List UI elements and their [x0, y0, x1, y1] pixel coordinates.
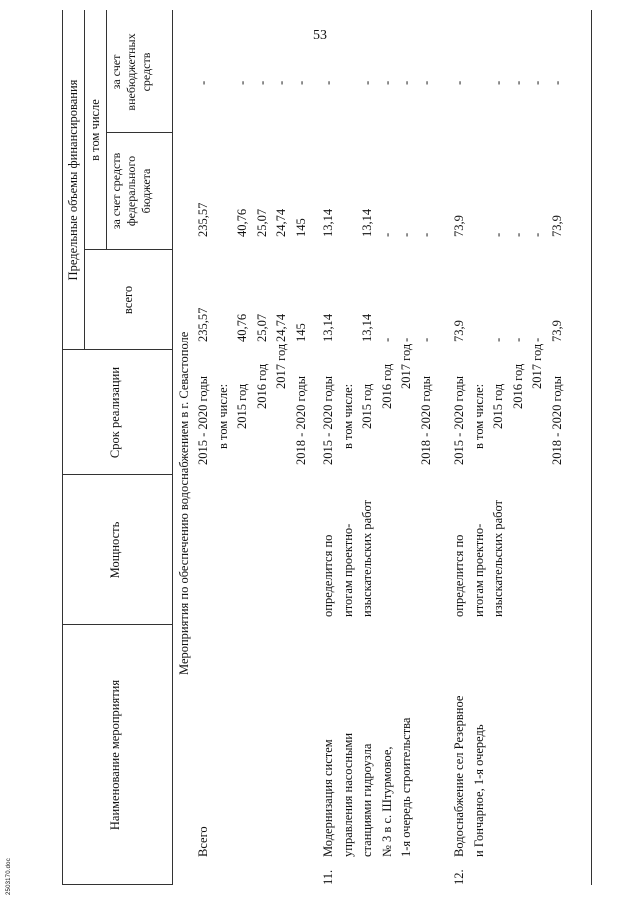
nonbudget-cell: -	[549, 80, 564, 85]
nonbudget-cell: -	[235, 80, 249, 85]
nonbudget-cell: -	[399, 80, 413, 85]
nonbudget-cell: -	[510, 80, 525, 85]
item-name-line: и Гончарное, 1-я очередь	[471, 724, 486, 857]
table-bottom-border	[591, 10, 592, 885]
capacity-line: определится по	[452, 534, 466, 617]
period-cell: в том числе:	[340, 383, 355, 449]
period-cell: 2015 год	[235, 383, 249, 429]
total-cell: 40,76	[235, 313, 249, 342]
period-cell: 2017 год	[399, 343, 413, 389]
page-number: 53	[313, 28, 327, 43]
total-cell: -	[399, 337, 413, 342]
section-title: Мероприятия по обеспечению водоснабжением в г. Севастополе	[177, 331, 191, 675]
total-cell: 73,9	[549, 320, 564, 342]
nonbudget-cell: -	[452, 80, 466, 85]
total-cell: 13,14	[321, 313, 335, 342]
period-cell: 2018 - 2020 годы	[418, 375, 433, 465]
funding-subheader-line	[84, 10, 85, 350]
including-subheader-line	[106, 10, 107, 250]
capacity-line: итогам проектно-	[471, 523, 486, 617]
capacity-line: изыскательских работ	[491, 499, 505, 617]
item-number: 12.	[452, 869, 466, 885]
federal-cell: 40,76	[235, 208, 249, 237]
capacity-line: определится по	[321, 534, 335, 617]
federal-cell: 24,74	[274, 208, 288, 237]
document-reference: 2503170.doc	[6, 858, 12, 895]
federal-cell: -	[418, 232, 433, 237]
item-name-line: № 3 в с. Штурмовое,	[379, 746, 394, 857]
header-period: Срок реализации	[108, 366, 122, 459]
total-cell: 13,14	[360, 313, 374, 342]
period-cell: 2015 - 2020 годы	[196, 375, 210, 465]
nonbudget-cell: -	[530, 80, 544, 85]
header-including: в том числе	[88, 99, 102, 161]
item-number: 11.	[321, 869, 335, 885]
funding-table	[62, 10, 592, 885]
period-cell: 2017 год	[274, 343, 288, 389]
total-cell: 235,57	[196, 307, 210, 342]
period-cell: в том числе:	[215, 383, 230, 449]
item-name-line: Модернизация систем	[321, 739, 335, 857]
nonbudget-cell: -	[491, 80, 505, 85]
nonbudget-cell: -	[321, 80, 335, 85]
period-cell: 2017 год	[530, 343, 544, 389]
federal-cell: -	[510, 232, 525, 237]
period-cell: 2015 год	[360, 383, 374, 429]
period-cell: 2016 год	[254, 363, 269, 409]
federal-cell: 235,57	[196, 202, 210, 237]
nonbudget-cell: -	[196, 80, 210, 85]
total-cell: -	[510, 337, 525, 342]
total-cell: 25,07	[254, 313, 269, 342]
total-cell: 24,74	[274, 313, 288, 342]
item-name-line: управления насосными	[340, 732, 355, 857]
federal-cell: 25,07	[254, 208, 269, 237]
item-name-line: Всего	[196, 826, 210, 857]
capacity-line: итогам проектно-	[340, 523, 355, 617]
item-name-line: станциями гидроузла	[360, 743, 374, 857]
federal-cell: -	[530, 232, 544, 237]
period-cell: 2018 - 2020 годы	[549, 375, 564, 465]
item-name-line: 1-я очередь строительства	[399, 717, 413, 857]
header-nonbudget: за счет внебюджетных средств	[109, 33, 153, 111]
header-divider-5	[106, 132, 172, 133]
period-cell: 2016 год	[510, 363, 525, 409]
federal-cell: -	[399, 232, 413, 237]
federal-cell: 73,9	[452, 215, 466, 237]
total-cell: -	[379, 337, 394, 342]
header-funding: Предельные объемы финансирования	[66, 79, 80, 281]
federal-cell: 13,14	[360, 208, 374, 237]
total-cell: -	[418, 337, 433, 342]
header-name: Наименование мероприятия	[108, 679, 122, 831]
federal-cell: -	[379, 232, 394, 237]
federal-cell: 145	[293, 218, 308, 237]
period-cell: 2016 год	[379, 363, 394, 409]
header-capacity: Мощность	[108, 521, 122, 579]
header-total: всего	[121, 285, 135, 315]
period-cell: 2015 - 2020 годы	[452, 375, 466, 465]
nonbudget-cell: -	[418, 80, 433, 85]
capacity-line: изыскательских работ	[360, 499, 374, 617]
nonbudget-cell: -	[274, 80, 288, 85]
nonbudget-cell: -	[254, 80, 269, 85]
nonbudget-cell: -	[293, 80, 308, 85]
nonbudget-cell: -	[360, 80, 374, 85]
period-cell: 2015 - 2020 годы	[321, 375, 335, 465]
nonbudget-cell: -	[379, 80, 394, 85]
header-bottom-border	[172, 10, 173, 885]
federal-cell: 13,14	[321, 208, 335, 237]
period-cell: 2018 - 2020 годы	[293, 375, 308, 465]
federal-cell: -	[491, 232, 505, 237]
table-top-border	[62, 10, 63, 885]
total-cell: -	[491, 337, 505, 342]
item-name-line: Водоснабжение сел Резервное	[452, 695, 466, 857]
federal-cell: 73,9	[549, 215, 564, 237]
total-cell: 73,9	[452, 320, 466, 342]
period-cell: 2015 год	[491, 383, 505, 429]
header-federal: за счет средств федерального бюджета	[109, 152, 153, 230]
period-cell: в том числе:	[471, 383, 486, 449]
total-cell: 145	[293, 323, 308, 342]
total-cell: -	[530, 337, 544, 342]
